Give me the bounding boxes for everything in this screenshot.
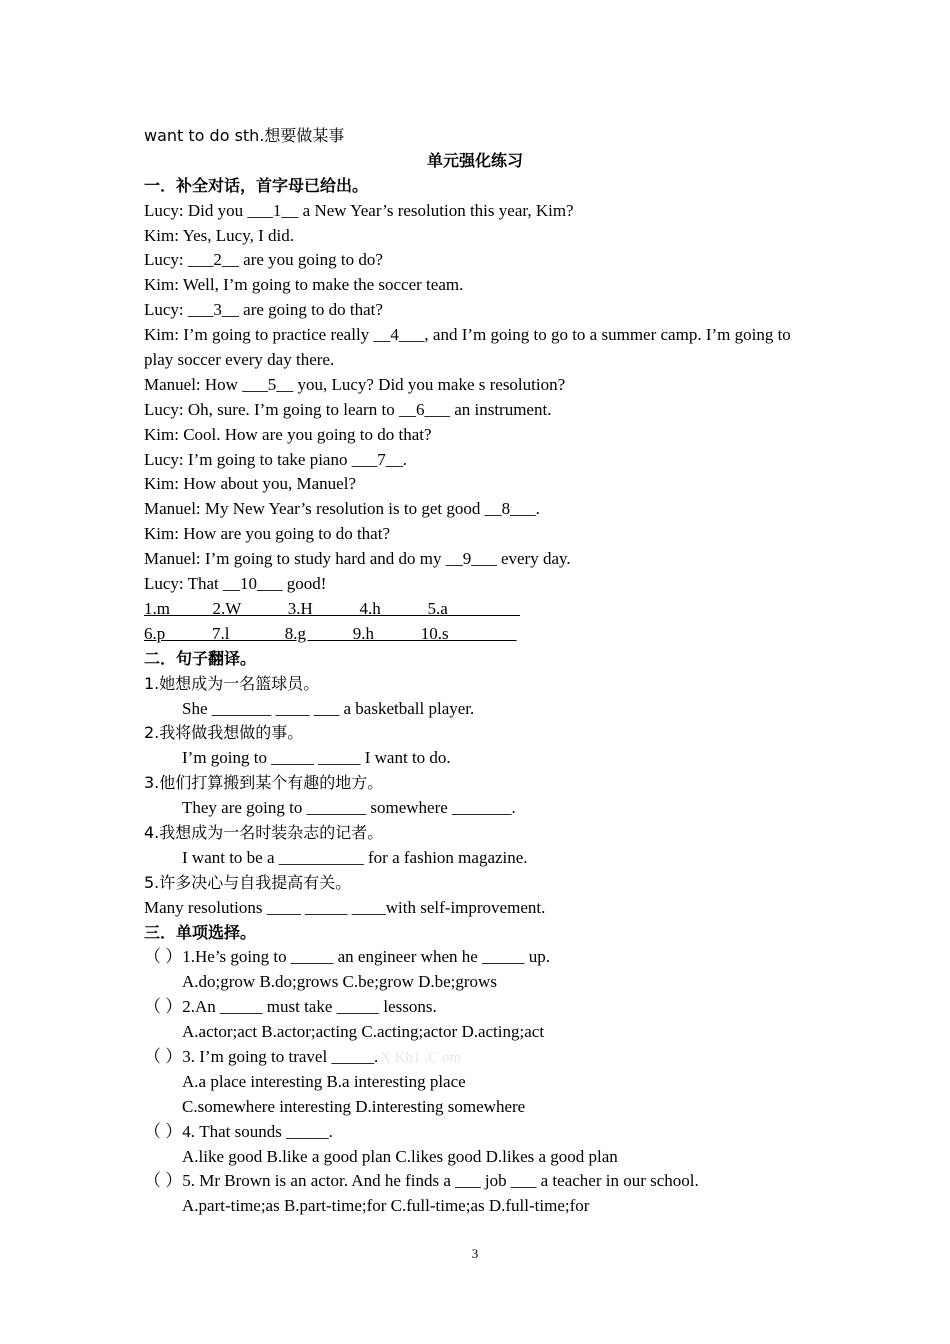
mc-options: A.part-time;as B.part-time;for C.full-time;as D.full-time;for [182,1196,590,1216]
mc-question: （ ）3. I’m going to travel _____. [144,1046,379,1066]
mc-options: A.like good B.like a good plan C.likes good D.likes a good plan [182,1146,618,1166]
dialogue-line: Manuel: How ___5__ you, Lucy? Did you make s resolution? [144,374,566,394]
translation-answer: She _______ ____ ___ a basketball player. [182,698,475,718]
dialogue-line: Kim: How are you going to do that? [144,524,390,544]
dialogue-line: Kim: Cool. How are you going to do that? [144,424,432,444]
translation-prompt: 2.我将做我想做的事。 [144,723,304,743]
translation-answer: Many resolutions ____ _____ ____with self-improvement. [144,897,546,917]
mc-options: C.somewhere interesting D.interesting somewhere [182,1096,526,1116]
translation-prompt: 4.我想成为一名时装杂志的记者。 [144,822,384,842]
dialogue-line: Lucy: Oh, sure. I’m going to learn to __6___ an instrument. [144,399,552,419]
dialogue-line: Lucy: That __10___ good! [144,574,327,594]
translation-prompt: 1.她想成为一名篮球员。 [144,673,320,693]
dialogue-line: Kim: Well, I’m going to make the soccer team. [144,275,464,295]
mc-options: A.a place interesting B.a interesting place [182,1071,466,1091]
section1-heading: 一．补全对话，首字母已给出。 [144,175,369,195]
translation-answer: I’m going to _____ _____ I want to do. [182,748,451,768]
dialogue-line: Lucy: I’m going to take piano ___7__. [144,449,407,469]
dialogue-line: Lucy: ___2__ are you going to do? [144,250,383,270]
section3-heading: 三．单项选择。 [144,922,257,942]
section2-heading: 二．句子翻译。 [144,648,257,668]
dialogue-line: Manuel: My New Year’s resolution is to get good __8___. [144,499,540,519]
dialogue-line: Kim: How about you, Manuel? [144,474,356,494]
translation-answer: They are going to _______ somewhere _______. [182,798,516,818]
dialogue-line: Manuel: I’m going to study hard and do my __9___ every day. [144,549,571,569]
mc-question: （ ）1.He’s going to _____ an engineer when he _____ up. [144,947,551,967]
page-number: 3 [471,1246,479,1261]
mc-question: （ ）2.An _____ must take _____ lessons. [144,997,437,1017]
mc-question: （ ）5. Mr Brown is an actor. And he finds a ___ job ___ a teacher in our school. [144,1171,699,1191]
dialogue-line: Kim: Yes, Lucy, I did. [144,225,295,245]
answer-row: 6.p 7.l 8.g 9.h 10.s [144,623,517,643]
dialogue-line: Lucy: ___3__ are going to do that? [144,300,383,320]
mc-question: （ ）4. That sounds _____. [144,1121,333,1141]
dialogue-line: Kim: I’m going to practice really __4___, and I’m going to go to a summer camp. I’m going to play soccer every day there. [144,325,791,370]
watermark: X Kb1 .C om [380,1049,462,1066]
translation-prompt: 5.许多决心与自我提高有关。 [144,872,352,892]
header-note: want to do sth.想要做某事 [144,126,345,145]
answer-row: 1.m 2.W 3.H 4.h 5.a [144,598,521,618]
page-content [144,124,814,1219]
mc-question-row [144,1045,814,1070]
translation-prompt: 3.他们打算搬到某个有趣的地方。 [144,773,384,793]
dialogue-line: Lucy: Did you ___1__ a New Year’s resolution this year, Kim? [144,200,574,220]
mc-options: A.do;grow B.do;grows C.be;grow D.be;grows [182,972,497,992]
page-title: 单元强化练习 [426,150,523,170]
translation-answer: I want to be a __________ for a fashion magazine. [182,847,528,867]
mc-options: A.actor;act B.actor;acting C.acting;actor D.acting;act [182,1022,545,1042]
